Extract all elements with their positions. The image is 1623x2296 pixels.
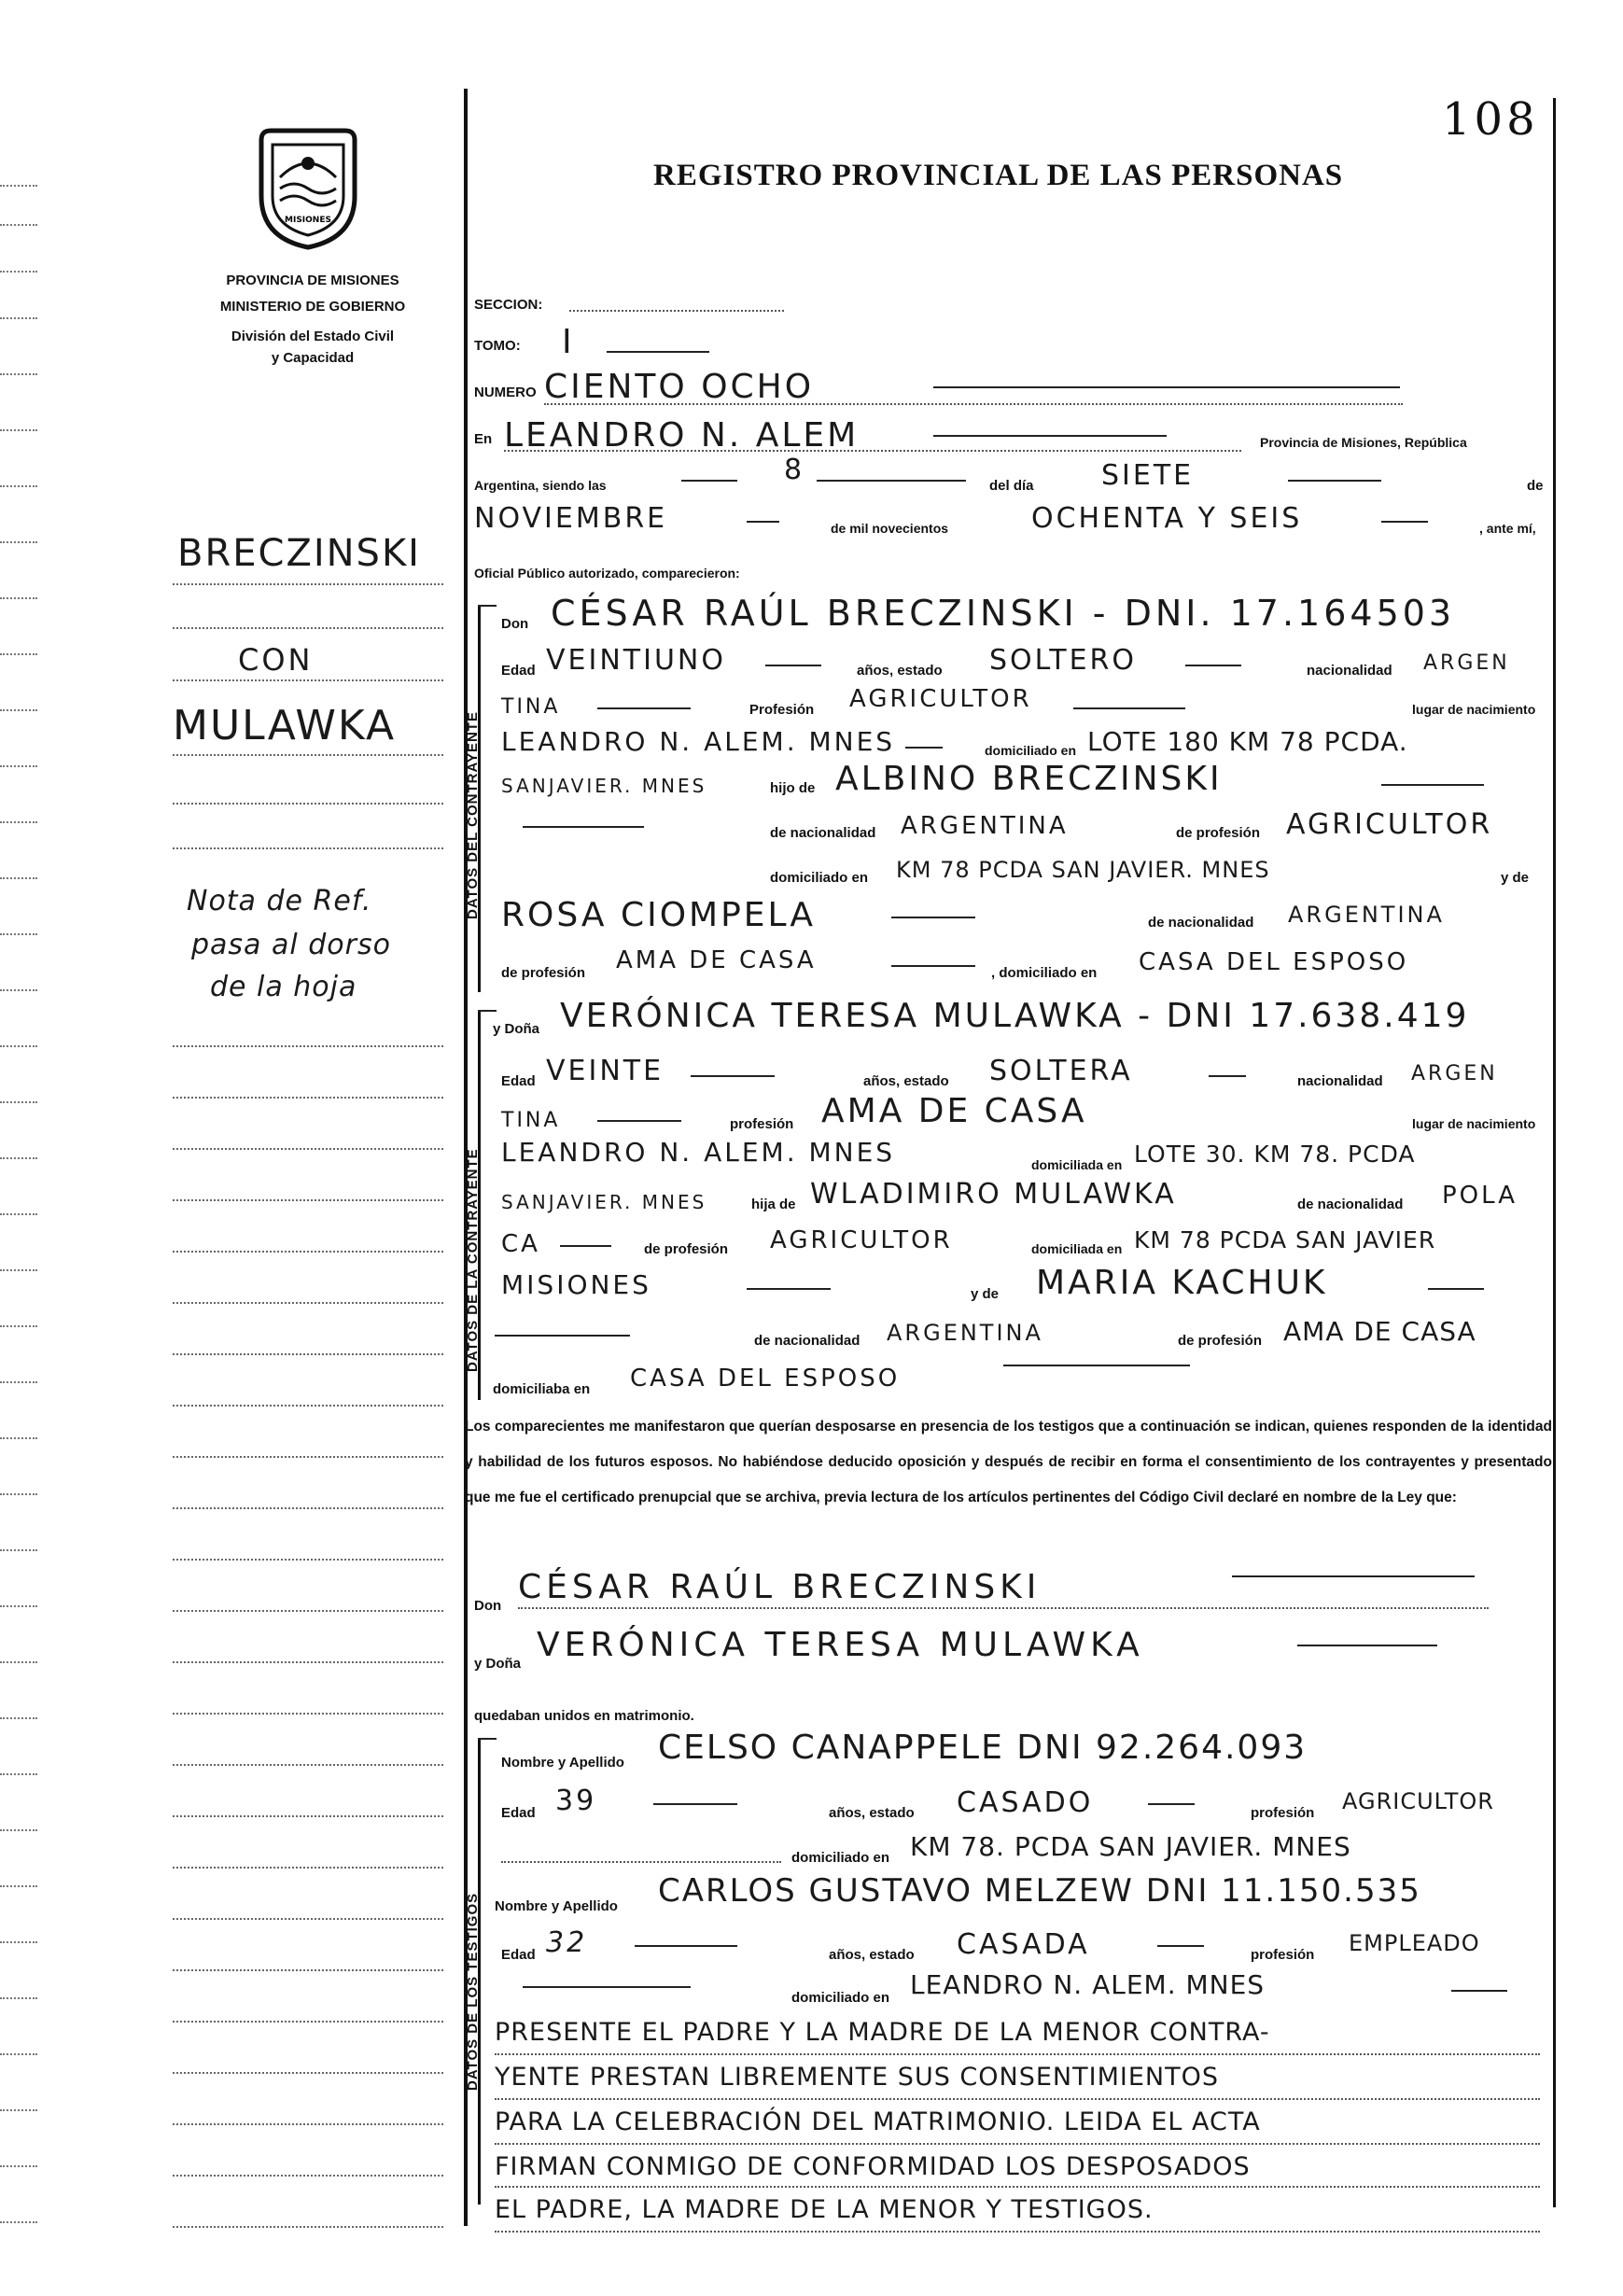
bride-nac-1: ARGEN (1411, 1062, 1498, 1085)
groom-edad-line (765, 665, 821, 666)
margin-surname-1: BRECZINSKI (177, 532, 421, 575)
witness2-name-label: Nombre y Apellido (495, 1898, 618, 1914)
margin-tick (0, 1717, 37, 1719)
witness2-edad-line (635, 1945, 737, 1947)
hora-line-right (817, 480, 966, 482)
groom-nac-line (597, 707, 691, 709)
witness1-edad-label: Edad (501, 1805, 536, 1821)
margin-rule (173, 1456, 443, 1458)
margin-rule (173, 1302, 443, 1304)
groom-section-top (478, 605, 497, 607)
note-rule-3 (495, 2143, 1540, 2145)
margin-tick (0, 709, 37, 711)
bride-domicilio-2: SANJAVIER. MNES (501, 1191, 707, 1213)
margin-rule (173, 1867, 443, 1869)
groom-padre-line (1381, 784, 1484, 786)
groom-profesion-label: Profesión (749, 702, 815, 718)
bride-edad-line (691, 1075, 775, 1077)
witness2-prof: EMPLEADO (1349, 1930, 1480, 1956)
bride-estado: SOLTERA (989, 1055, 1133, 1087)
tomo-value: I (562, 323, 575, 361)
witness2-estado-line (1157, 1945, 1204, 1947)
bride-profesion-label: profesión (730, 1116, 794, 1132)
bride-y-de-label: y de (971, 1286, 1000, 1302)
numero-label: NUMERO (474, 385, 537, 400)
note-line-3: PARA LA CELEBRACIÓN DEL MATRIMONIO. LEIDA EL ACTA (495, 2107, 1261, 2136)
result-dona-label: y Doña (474, 1656, 522, 1672)
bride-madre-nac-label: de nacionalidad (754, 1333, 860, 1349)
margin-rule (173, 1969, 443, 1971)
argentina-label: Argentina, siendo las (474, 478, 607, 493)
hora-value: 8 (784, 454, 805, 486)
del-dia-label: del día (989, 478, 1034, 494)
mes-value: NOVIEMBRE (474, 502, 668, 535)
bride-section-top (478, 1010, 497, 1012)
witness1-estado-line (1148, 1803, 1195, 1805)
result-dona-line (1297, 1645, 1437, 1646)
groom-lugar-line (905, 747, 943, 749)
numero-dots (544, 403, 1403, 405)
witness2-name: CARLOS GUSTAVO MELZEW DNI 11.150.535 (658, 1872, 1421, 1910)
margin-note-line-3: de la hoja (210, 971, 357, 1003)
bride-madre-dom-label: domiciliaba en (493, 1381, 591, 1397)
groom-madre-dom-label: , domiciliado en (991, 965, 1098, 981)
margin-rule (173, 1713, 443, 1715)
margin-tick (0, 1437, 37, 1439)
margin-tick (0, 485, 37, 487)
groom-lugar: LEANDRO N. ALEM. MNES (501, 726, 896, 757)
groom-madre-prof: AMA DE CASA (616, 946, 817, 974)
margin-rule (173, 583, 443, 585)
witness1-estado: CASADO (957, 1786, 1094, 1819)
margin-tick (0, 1997, 37, 1999)
witness2-prof-label: profesión (1251, 1947, 1315, 1963)
witness1-edad: 39 (555, 1785, 597, 1817)
witness2-dom-line-2 (1451, 1990, 1507, 1992)
margin-tick (0, 1157, 37, 1159)
margin-rule (173, 679, 443, 681)
groom-edad-label: Edad (501, 663, 536, 679)
margin-tick (0, 1493, 37, 1495)
margin-rule (173, 803, 443, 805)
margin-tick (0, 1941, 37, 1943)
bride-hija-label: hija de (751, 1197, 796, 1212)
margin-rule (173, 1764, 443, 1766)
de-label: de (1527, 478, 1544, 494)
margin-tick (0, 185, 37, 187)
groom-y-de-label: y de (1501, 870, 1530, 886)
margin-rule (173, 1148, 443, 1150)
margin-rule (173, 2072, 443, 2074)
bride-padre-nac-label: de nacionalidad (1297, 1197, 1404, 1212)
right-border (1553, 98, 1556, 2207)
margin-tick (0, 317, 37, 319)
margin-tick (0, 821, 37, 823)
bride-madre: MARIA KACHUK (1036, 1264, 1328, 1302)
margin-tick (0, 1829, 37, 1831)
margin-rule (173, 1661, 443, 1663)
mil-label: de mil novecientos (831, 521, 949, 536)
margin-tick (0, 1605, 37, 1607)
margin-tick (0, 2221, 37, 2223)
margin-surname-2: MULAWKA (173, 702, 397, 749)
provincia-label: Provincia de Misiones, República (1260, 435, 1467, 450)
result-don-label: Don (474, 1598, 502, 1614)
bride-edad: VEINTE (546, 1055, 665, 1087)
witness1-edad-line (653, 1803, 737, 1805)
margin-tick (0, 1325, 37, 1327)
note-rule-4 (495, 2186, 1540, 2188)
groom-hijo-label: hijo de (770, 780, 816, 796)
margin-tick (0, 597, 37, 599)
margin-rule (173, 1405, 443, 1407)
groom-domicilio-1: LOTE 180 KM 78 PCDA. (1087, 726, 1408, 757)
groom-padre-prof-label: de profesión (1176, 825, 1261, 841)
margin-tick (0, 1045, 37, 1047)
dia-value: SIETE (1101, 459, 1195, 492)
groom-edad: VEINTIUNO (546, 644, 726, 677)
seal-lettering: MISIONES (285, 216, 331, 225)
margin-rule (173, 2175, 443, 2177)
oficial-label: Oficial Público autorizado, comparecieron: (474, 566, 740, 581)
bride-padre-dom-1: KM 78 PCDA SAN JAVIER (1134, 1226, 1436, 1253)
margin-tick (0, 1101, 37, 1103)
margin-rule (173, 1353, 443, 1355)
margin-tick (0, 1381, 37, 1383)
numero-value: CIENTO OCHO (544, 368, 815, 406)
margin-tick (0, 1661, 37, 1663)
note-line-5: EL PADRE, LA MADRE DE LA MENOR Y TESTIGOS. (495, 2195, 1154, 2224)
note-rule-2 (495, 2098, 1540, 2100)
note-rule-5 (495, 2231, 1540, 2233)
groom-padre-dom-label: domiciliado en (770, 870, 869, 886)
margin-rule (173, 1610, 443, 1612)
result-don-line (1232, 1575, 1475, 1577)
en-label: En (474, 431, 493, 447)
groom-padre-prof: AGRICULTOR (1286, 808, 1493, 841)
witness2-estado: CASADA (957, 1928, 1090, 1961)
page-number: 108 (1442, 93, 1539, 146)
side-label-witnesses: DATOS DE LOS TESTIGOS (465, 1892, 481, 2091)
bride-nac-line (597, 1120, 681, 1122)
bride-estado-line (1209, 1075, 1246, 1077)
witness2-dom: LEANDRO N. ALEM. MNES (910, 1969, 1266, 2000)
bride-madre-dom: CASA DEL ESPOSO (630, 1365, 901, 1393)
bride-edad-label: Edad (501, 1073, 536, 1089)
note-line-1: PRESENTE EL PADRE Y LA MADRE DE LA MENOR CONTRA- (495, 2018, 1270, 2047)
witness1-dom: KM 78. PCDA SAN JAVIER. MNES (910, 1831, 1351, 1862)
groom-estado-line (1185, 665, 1241, 666)
witness2-edad: 32 (546, 1926, 588, 1959)
margin-rule (173, 2123, 443, 2125)
lugar-value: LEANDRO N. ALEM (504, 416, 860, 455)
groom-padre-nac-label: de nacionalidad (770, 825, 876, 841)
seccion-label: SECCION: (474, 297, 543, 313)
coat-of-arms-seal (252, 121, 364, 252)
bride-madre-line-2 (495, 1335, 630, 1337)
bride-padre-prof-label: de profesión (644, 1241, 729, 1257)
groom-madre-prof-line (891, 965, 975, 967)
groom-estado: SOLTERO (989, 644, 1137, 677)
witness1-estado-label: años, estado (829, 1805, 915, 1821)
bride-madre-prof-label: de profesión (1178, 1333, 1263, 1349)
mes-line (747, 521, 779, 523)
margin-rule (173, 2226, 443, 2228)
anio-value: OCHENTA Y SEIS (1031, 502, 1303, 535)
groom-nac-label: nacionalidad (1307, 663, 1392, 679)
witness1-name: CELSO CANAPPELE DNI 92.264.093 (658, 1729, 1308, 1767)
margin-tick (0, 2109, 37, 2111)
declaration-paragraph: Los comparecientes me manifestaron que querían desposarse en presencia de los testigos que a continuación se indican, quienes responden de la identidad y habilidad de los futuros esposos. No habiéndose deducido oposición y después de recibir en forma el consentimiento de los contrayentes y presentado que me fue el certificado prenupcial que se archiva, previa lectura de los artículos pertinentes del Código Civil declaré en nombre de la Ley que: (465, 1419, 1552, 1505)
province-name: PROVINCIA DE MISIONES (226, 273, 399, 288)
don-label: Don (501, 616, 529, 632)
margin-note-line-1: Nota de Ref. (187, 885, 372, 917)
margin-tick (0, 989, 37, 991)
groom-lugar-label: lugar de nacimiento (1412, 702, 1536, 717)
seccion-line (569, 310, 784, 312)
y-dona-label: y Doña (493, 1021, 540, 1037)
margin-tick (0, 224, 37, 226)
bride-padre-dom-line (747, 1288, 831, 1290)
witness1-dom-label: domiciliado en (791, 1850, 890, 1866)
margin-tick (0, 1269, 37, 1271)
anio-line (1381, 521, 1428, 523)
margin-tick (0, 1885, 37, 1887)
result-don-name: CÉSAR RAÚL BRECZINSKI (518, 1568, 1042, 1606)
witness2-dom-line (523, 1986, 691, 1988)
witness2-dom-label: domiciliado en (791, 1990, 890, 2006)
groom-madre-nac-label: de nacionalidad (1148, 915, 1254, 931)
margin-tick (0, 271, 37, 273)
bride-estado-label: años, estado (863, 1073, 949, 1089)
bride-profesion: AMA DE CASA (821, 1092, 1087, 1130)
tomo-line (607, 351, 709, 353)
margin-rule (173, 1251, 443, 1253)
bride-lugar: LEANDRO N. ALEM. MNES (501, 1137, 896, 1168)
margin-rule (173, 1199, 443, 1201)
margin-rule (173, 2021, 443, 2023)
margin-tick (0, 653, 37, 655)
margin-note-line-2: pasa al dorso (191, 929, 391, 961)
division-line-2: y Capacidad (271, 350, 355, 366)
margin-rule (173, 1559, 443, 1561)
groom-profesion-line (1073, 707, 1185, 709)
side-label-bride: DATOS DE LA CONTRAYENTE (465, 1148, 481, 1372)
tomo-label: TOMO: (474, 338, 521, 354)
margin-tick (0, 1213, 37, 1215)
margin-con: CON (238, 642, 314, 678)
bride-padre: WLADIMIRO MULAWKA (810, 1178, 1177, 1211)
bride-domicilio-label: domiciliada en (1031, 1157, 1123, 1172)
groom-padre-nac: ARGENTINA (901, 812, 1069, 840)
groom-padre-line-2 (523, 826, 644, 828)
margin-rule (173, 1045, 443, 1047)
bride-lugar-label: lugar de nacimiento (1412, 1116, 1536, 1131)
margin-tick (0, 1549, 37, 1551)
witness2-estado-label: años, estado (829, 1947, 915, 1963)
margin-rule (173, 627, 443, 629)
groom-padre: ALBINO BRECZINSKI (835, 760, 1223, 798)
margin-tick (0, 2053, 37, 2055)
witness-section-top (478, 1738, 497, 1740)
bride-name: VERÓNICA TERESA MULAWKA - DNI 17.638.419 (560, 997, 1470, 1035)
margin-tick (0, 877, 37, 879)
margin-tick (0, 2165, 37, 2167)
groom-padre-dom: KM 78 PCDA SAN JAVIER. MNES (896, 857, 1270, 883)
bride-madre-nac: ARGENTINA (887, 1320, 1043, 1346)
witness2-edad-label: Edad (501, 1947, 536, 1963)
bride-padre-dom-2: MISIONES (501, 1269, 651, 1300)
margin-rule (173, 1507, 443, 1509)
witness1-dom-dots (501, 1861, 781, 1863)
groom-nac-1: ARGEN (1423, 651, 1510, 675)
groom-nac-2: TINA (501, 695, 561, 719)
note-line-4: FIRMAN CONMIGO DE CONFORMIDAD LOS DESPOSADOS (495, 2152, 1251, 2181)
margin-rule (173, 1815, 443, 1817)
bride-padre-dom-label: domiciliada en (1031, 1241, 1123, 1256)
margin-tick (0, 541, 37, 543)
side-label-groom: DATOS DEL CONTRAYENTE (465, 711, 481, 919)
margin-tick (0, 933, 37, 935)
bride-madre-prof: AMA DE CASA (1283, 1316, 1476, 1347)
margin-tick (0, 429, 37, 431)
witness1-prof: AGRICULTOR (1342, 1788, 1494, 1814)
margin-rule (173, 1097, 443, 1099)
page-title: REGISTRO PROVINCIAL DE LAS PERSONAS (653, 159, 1344, 192)
groom-domicilio-label: domiciliado en (985, 743, 1077, 758)
groom-madre: ROSA CIOMPELA (501, 896, 817, 934)
witness1-prof-label: profesión (1251, 1805, 1315, 1821)
bride-padre-prof: AGRICULTOR (770, 1226, 953, 1254)
dia-line (1288, 480, 1381, 482)
bride-padre-nac-2: CA (501, 1230, 540, 1258)
ministry-name: MINISTERIO DE GOBIERNO (219, 299, 406, 315)
margin-tick (0, 373, 37, 375)
numero-line (933, 386, 1400, 388)
bride-madre-line (1428, 1288, 1484, 1290)
result-dona-name: VERÓNICA TERESA MULAWKA (537, 1626, 1144, 1664)
groom-madre-nac: ARGENTINA (1288, 902, 1445, 928)
groom-profesion: AGRICULTOR (849, 685, 1032, 713)
bride-nac-2: TINA (501, 1109, 561, 1132)
groom-name: CÉSAR RAÚL BRECZINSKI - DNI. 17.164503 (551, 593, 1456, 634)
bride-nac-label: nacionalidad (1297, 1073, 1383, 1089)
lugar-dots (504, 450, 1241, 452)
margin-tick (0, 1773, 37, 1775)
bride-madre-dom-line (1003, 1365, 1190, 1366)
lugar-line (933, 435, 1167, 437)
bride-domicilio-1: LOTE 30. KM 78. PCDA (1134, 1141, 1416, 1168)
groom-madre-line (891, 917, 975, 918)
note-rule-1 (495, 2053, 1540, 2055)
groom-estado-label: años, estado (857, 663, 943, 679)
witness1-name-label: Nombre y Apellido (501, 1755, 624, 1771)
margin-rule (173, 754, 443, 756)
ante-label: , ante mí, (1479, 521, 1536, 536)
division-line-1: División del Estado Civil (231, 329, 395, 344)
margin-rule (173, 847, 443, 849)
bride-padre-nac-line (560, 1245, 611, 1247)
margin-tick (0, 765, 37, 767)
groom-domicilio-2: SANJAVIER. MNES (501, 775, 707, 797)
bride-padre-nac-1: POLA (1442, 1182, 1518, 1210)
groom-madre-prof-label: de profesión (501, 965, 586, 981)
margin-rule (173, 1918, 443, 1920)
quedaban-label: quedaban unidos en matrimonio. (474, 1708, 694, 1724)
hora-line-left (681, 480, 737, 482)
note-line-2: YENTE PRESTAN LIBREMENTE SUS CONSENTIMIENTOS (495, 2063, 1219, 2092)
result-don-dots (518, 1607, 1489, 1609)
groom-madre-dom: CASA DEL ESPOSO (1139, 948, 1409, 976)
